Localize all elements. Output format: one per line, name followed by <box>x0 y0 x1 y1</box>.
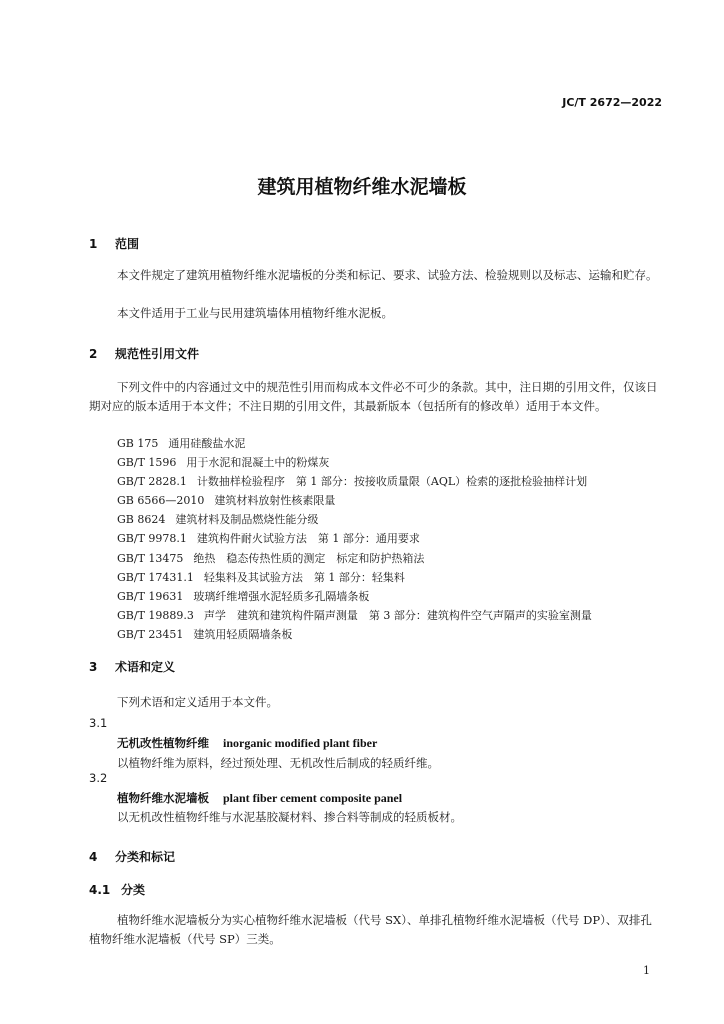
section-title: 规范性引用文件 <box>115 347 200 361</box>
term-definition: 以植物纤维为原料，经过预处理、无机改性后制成的轻质纤维。 <box>117 756 439 770</box>
scope-paragraph-2: 本文件适用于工业与民用建筑墙体用植物纤维水泥板。 <box>117 306 393 320</box>
term-number: 3.1 <box>89 716 108 730</box>
reference-title: 建筑用轻质隔墙条板 <box>193 627 293 641</box>
reference-title: 建筑材料及制品燃烧性能分级 <box>175 513 319 527</box>
section-number: 3 <box>89 660 98 674</box>
reference-item <box>117 529 677 548</box>
section-heading-references <box>89 345 199 362</box>
terms-intro: 下列术语和定义适用于本文件。 <box>117 695 278 709</box>
reference-title: 建筑构件耐火试验方法 第 1 部分：通用要求 <box>196 532 420 546</box>
reference-item <box>117 606 677 625</box>
document-title: 建筑用植物纤维水泥墙板 <box>257 176 467 198</box>
term-chinese: 植物纤维水泥墙板 <box>117 791 209 805</box>
references-intro: 下列文件中的内容通过文中的规范性引用而构成本文件必不可少的条款。其中，注日期的引用文件，仅该日期对应的版本适用于本文件；不注日期的引用文件，其最新版本（包括所有的修改单）适用于本文件。 <box>89 380 658 413</box>
classification-paragraph: 植物纤维水泥墙板分为实心植物纤维水泥墙板（代号 SX）、单排孔植物纤维水泥墙板（代号 DP）、双排孔植物纤维水泥墙板（代号 SP）三类。 <box>89 913 652 946</box>
reference-item <box>117 549 677 568</box>
section-heading-scope <box>89 235 139 252</box>
reference-code: GB/T 9978.1 <box>117 532 187 546</box>
reference-title: 用于水泥和混凝土中的粉煤灰 <box>186 456 330 470</box>
reference-code: GB/T 1596 <box>117 456 177 470</box>
reference-title: 计数抽样检验程序 第 1 部分：按接收质量限（AQL）检索的逐批检验抽样计划 <box>196 475 588 489</box>
reference-code: GB/T 2828.1 <box>117 475 187 489</box>
term-definition: 以无机改性植物纤维与水泥基胶凝材料、掺合料等制成的轻质板材。 <box>117 810 462 824</box>
subsection-number: 4.1 <box>89 883 111 897</box>
reference-item <box>117 625 677 644</box>
section-title: 分类和标记 <box>115 850 176 864</box>
reference-title: 通用硅酸盐水泥 <box>168 437 246 450</box>
standard-code: JC/T 2672—2022 <box>562 96 662 109</box>
term-number: 3.2 <box>89 771 108 785</box>
reference-code: GB/T 17431.1 <box>117 570 194 584</box>
reference-code: GB 6566—2010 <box>117 494 205 508</box>
reference-code: GB/T 23451 <box>117 627 184 641</box>
reference-title: 绝热 稳态传热性质的测定 标定和防护热箱法 <box>193 551 425 565</box>
term-english: plant fiber cement composite panel <box>223 791 403 805</box>
section-number: 1 <box>89 237 98 251</box>
reference-list <box>117 434 677 644</box>
reference-code: GB/T 19631 <box>117 589 184 603</box>
reference-title: 玻璃纤维增强水泥轻质多孔隔墙条板 <box>193 589 370 603</box>
term-english: inorganic modified plant fiber <box>223 736 378 750</box>
section-number: 2 <box>89 347 98 361</box>
page-number: 1 <box>643 964 650 977</box>
term-chinese: 无机改性植物纤维 <box>117 736 209 750</box>
section-heading-terms <box>89 658 175 675</box>
reference-code: GB/T 19889.3 <box>117 608 194 622</box>
reference-item <box>117 568 677 587</box>
subsection-title: 分类 <box>121 883 146 897</box>
reference-item <box>117 491 677 510</box>
reference-code: GB 175 <box>117 437 159 450</box>
reference-item <box>117 587 677 606</box>
reference-code: GB/T 13475 <box>117 551 184 565</box>
section-heading-classification <box>89 848 175 865</box>
section-number: 4 <box>89 850 98 864</box>
reference-item <box>117 453 677 472</box>
reference-title: 声学 建筑和建筑构件隔声测量 第 3 部分：建筑构件空气声隔声的实验室测量 <box>203 608 592 622</box>
subsection-heading-classification <box>89 881 145 898</box>
reference-item <box>117 434 677 453</box>
term-entry <box>117 790 402 806</box>
reference-title: 轻集料及其试验方法 第 1 部分：轻集料 <box>203 570 405 584</box>
reference-item <box>117 510 677 529</box>
term-entry <box>117 735 377 751</box>
reference-code: GB 8624 <box>117 513 166 527</box>
scope-paragraph-1: 本文件规定了建筑用植物纤维水泥墙板的分类和标记、要求、试验方法、检验规则以及标志、运输和贮存。 <box>117 268 658 282</box>
reference-title: 建筑材料放射性核素限量 <box>214 494 336 508</box>
section-title: 术语和定义 <box>115 660 176 674</box>
section-title: 范围 <box>115 237 140 251</box>
reference-item <box>117 472 677 491</box>
